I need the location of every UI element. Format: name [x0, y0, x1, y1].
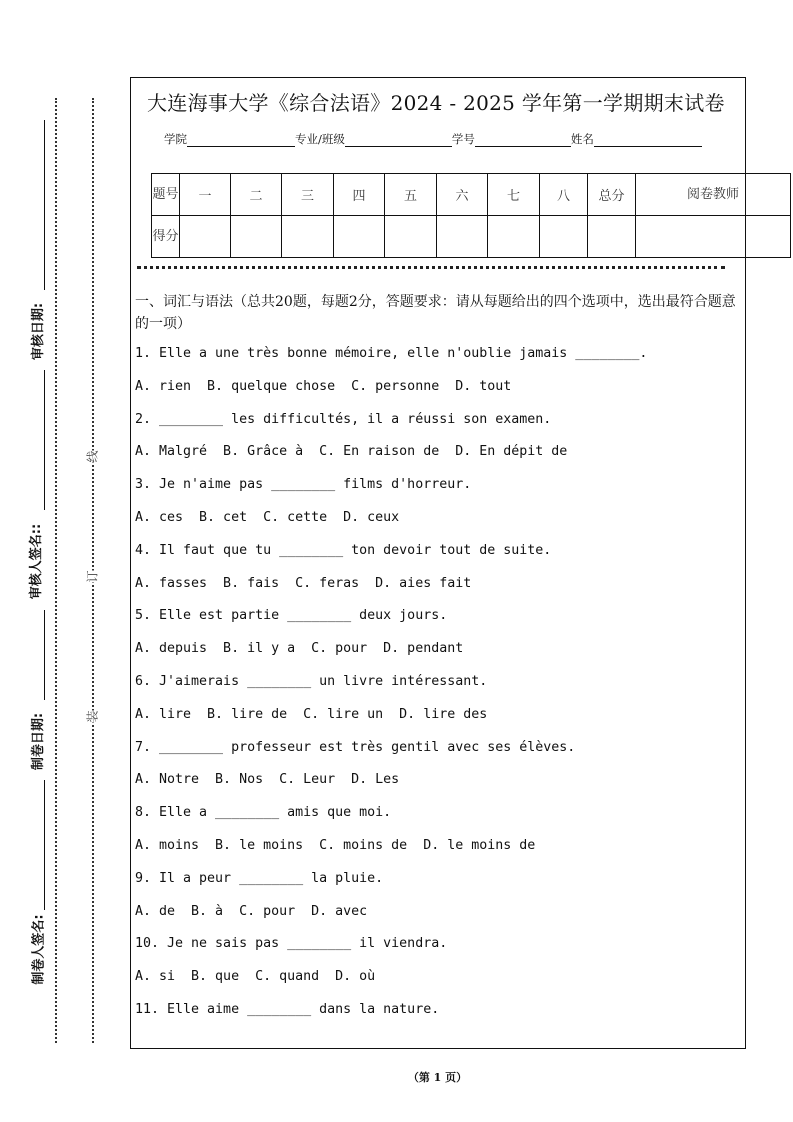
question-text: 5. Elle est partie ________ deux jours.: [135, 608, 448, 624]
question-options: A. fasses B. fais C. feras D. aies fait: [135, 575, 472, 591]
major-class-label: 专业/班级: [295, 132, 345, 146]
binding-margin-outer-dotted-line: [55, 98, 57, 1043]
question-number-header: 题号: [152, 174, 180, 216]
column-4: 四: [334, 174, 385, 216]
question-text: 9. Il a peur ________ la pluie.: [135, 870, 384, 886]
column-5: 五: [385, 174, 437, 216]
binding-char-staple: 订: [85, 570, 100, 583]
question-options: A. Notre B. Nos C. Leur D. Les: [135, 772, 400, 788]
paper-date-label: 制卷日期:: [31, 712, 47, 771]
name-label: 姓名: [570, 132, 594, 146]
column-8: 八: [540, 174, 588, 216]
student-id-field[interactable]: [475, 134, 571, 147]
question-options: A. si B. que C. quand D. où: [135, 969, 376, 985]
column-7: 七: [488, 174, 540, 216]
review-date-line: [44, 120, 45, 290]
name-field[interactable]: [594, 134, 702, 147]
student-info-row: [164, 131, 702, 147]
question-text: 11. Elle aime ________ dans la nature.: [135, 1002, 440, 1017]
page-number: （第 1 页）: [407, 1071, 468, 1084]
question-options: A. depuis B. il y a C. pour D. pendant: [135, 641, 464, 657]
college-field[interactable]: [187, 134, 295, 147]
score-cell[interactable]: [488, 216, 540, 258]
question-text: 8. Elle a ________ amis que moi.: [135, 805, 392, 821]
reviewer-signature-label: 审核人签名::: [29, 523, 45, 600]
binding-char-bind: 装: [85, 710, 100, 723]
question-options: A. lire B. lire de C. lire un D. lire des: [135, 706, 488, 722]
score-cell[interactable]: [385, 216, 437, 258]
student-id-label: 学号: [451, 132, 475, 146]
score-table-header-row: [152, 174, 791, 216]
section-heading: 一、词汇与语法（总共20题，每题2分，答题要求：请从每题给出的四个选项中，选出最符合题意的一项）: [135, 294, 736, 332]
question-options: A. Malgré B. Grâce à C. En raison de D. En dépit de: [135, 444, 568, 460]
column-3: 三: [282, 174, 334, 216]
paper-maker-signature-line: [44, 780, 45, 910]
question-options: A. ces B. cet C. cette D. ceux: [135, 510, 400, 525]
column-6: 六: [437, 174, 488, 216]
paper-maker-signature-label: 制卷人签名:: [31, 914, 47, 985]
score-row-label: 得分: [152, 216, 180, 258]
score-cell[interactable]: [180, 216, 231, 258]
dotted-separator: [137, 266, 725, 269]
total-score-cell[interactable]: [588, 216, 636, 258]
column-2: 二: [231, 174, 282, 216]
question-text: 7. ________ professeur est très gentil avec ses élèves.: [135, 739, 576, 755]
paper-date-line: [44, 610, 45, 700]
column-1: 一: [180, 174, 231, 216]
major-class-field[interactable]: [345, 134, 452, 147]
total-score-header: 总分: [588, 174, 636, 216]
question-text: 3. Je n'aime pas ________ films d'horreur.: [135, 477, 472, 493]
score-cell[interactable]: [282, 216, 334, 258]
reviewer-signature-line: [44, 370, 45, 510]
question-text: 10. Je ne sais pas ________ il viendra.: [135, 936, 448, 952]
question-options: A. de B. à C. pour D. avec: [135, 903, 368, 919]
review-date-label: 审核日期:: [31, 302, 47, 361]
score-cell[interactable]: [231, 216, 282, 258]
exam-title: 大连海事大学《综合法语》2024 - 2025 学年第一学期期末试卷: [147, 91, 725, 115]
score-table: [151, 173, 791, 258]
score-cell[interactable]: [540, 216, 588, 258]
binding-char-line: 线: [85, 450, 100, 463]
score-table-score-row: [152, 216, 791, 258]
question-options: A. rien B. quelque chose C. personne D. tout: [135, 378, 512, 394]
question-options: A. moins B. le moins C. moins de D. le moins de: [135, 838, 536, 853]
question-text: 2. ________ les difficultés, il a réussi son examen.: [135, 411, 552, 427]
score-cell[interactable]: [334, 216, 385, 258]
score-cell[interactable]: [437, 216, 488, 258]
grader-cell[interactable]: [636, 216, 791, 258]
question-text: 6. J'aimerais ________ un livre intéressant.: [135, 674, 488, 689]
question-text: 4. Il faut que tu ________ ton devoir tout de suite.: [135, 542, 552, 558]
question-text: 1. Elle a une très bonne mémoire, elle n'oublie jamais ________.: [135, 346, 648, 361]
grader-header: 阅卷教师: [636, 174, 791, 216]
college-label: 学院: [164, 132, 187, 146]
